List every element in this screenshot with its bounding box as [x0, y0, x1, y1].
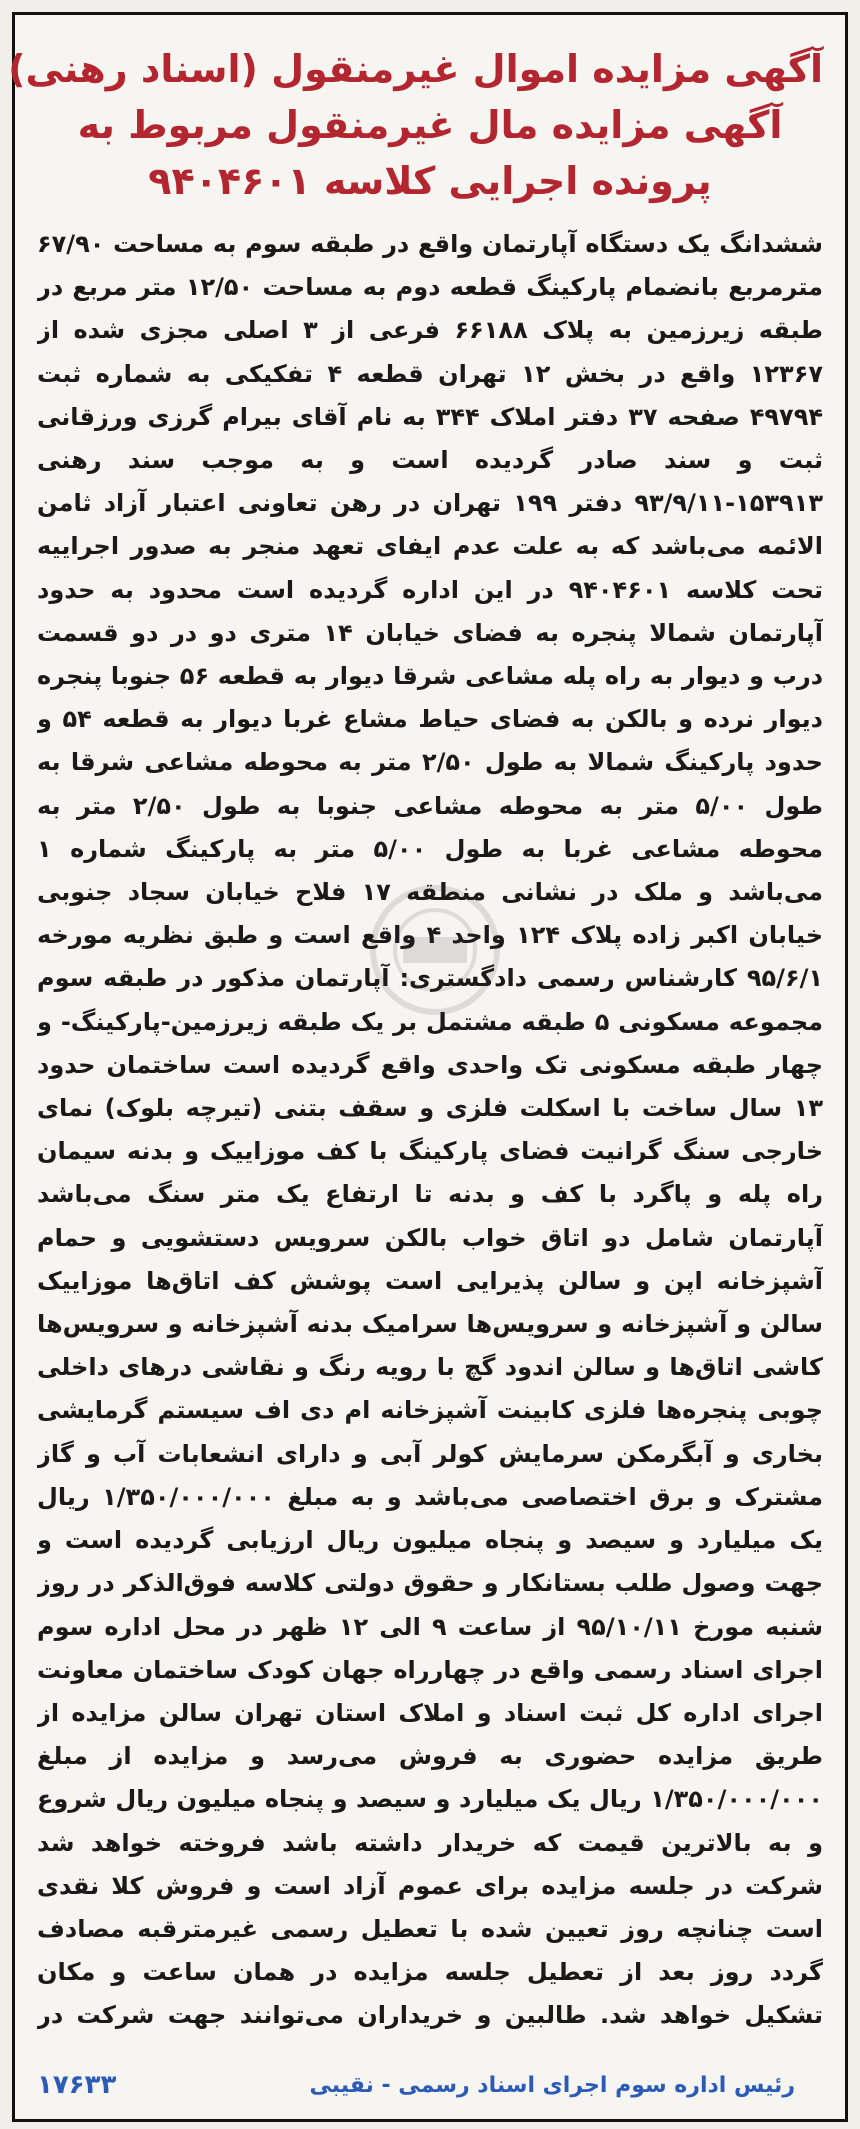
notice-title-line-1: آگهی مزایده اموال غیرمنقول (اسناد رهنی)	[8, 47, 823, 91]
notice-frame	[8, 12, 848, 2122]
reference-number: ۱۷۶۳۳	[37, 2070, 117, 2100]
signature-line: رئیس اداره سوم اجرای اسناد رسمی - نقیبی	[309, 2072, 795, 2098]
notice-footer	[37, 2065, 823, 2105]
notice-title	[8, 41, 823, 209]
notice-title-line-2: آگهی مزایده مال غیرمنقول مربوط به	[77, 103, 783, 147]
notice-body: ششدانگ یک دستگاه آپارتمان واقع در طبقه سوم به مساحت ۶۷/۹۰ مترمربع بانضمام پارکینگ قطعه دوم به مساحت ۱۲/۵۰ متر مربع در طبقه زیرزمین به پلاک ۶۶۱۸۸ فرعی از ۳ اصلی مجزی شده از ۱۲۳۶۷ واقع در بخش ۱۲ تهران قطعه ۴ تفکیکی به شماره ثبت ۴۹۷۹۴ صفحه ۳۷ دفتر املاک ۳۴۴ به نام آقای بیرام گرزی ورزقانی ثبت و سند صادر گردیده است و به موجب سند رهنی ۱۵۳۹۱۳-۹۳/۹/۱۱ دفتر ۱۹۹ تهران در رهن تعاونی اعتبار آزاد ثامن الائمه می‌باشد که به علت عدم ایفای تعهد منجر به صدور اجراییه تحت کلاسه ۹۴۰۴۶۰۱ در این اداره گردیده است محدود به حدود آپارتمان شمالا پنجره به فضای خیابان ۱۴ متری دو در دو قسمت درب و دیوار به راه پله مشاعی شرقا دیوار به قطعه ۵۶ جنوبا پنجره دیوار نرده و بالکن به فضای حیاط مشاع غربا دیوار به قطعه ۵۴ و حدود پارکینگ شمالا به طول ۲/۵۰ متر به محوطه مشاعی شرقا به طول ۵/۰۰ متر به محوطه مشاعی جنوبا به طول ۲/۵۰ متر به محوطه مشاعی غربا به طول ۵/۰۰ متر به پارکینگ شماره ۱ می‌باشد و ملک در نشانی منطقه ۱۷ فلاح خیابان سجاد جنوبی خیابان اکبر زاده پلاک ۱۲۴ واحد ۴ واقع است و طبق نظریه مورخه ۹۵/۶/۱ کارشناس رسمی دادگستری: آپارتمان مذکور در طبقه سوم مجموعه مسکونی ۵ طبقه مشتمل بر یک طبقه زیرزمین-پارکینگ- و چهار طبقه مسکونی تک واحدی واقع گردیده است ساختمان حدود ۱۳ سال ساخت با اسکلت فلزی و سقف بتنی (تیرچه بلوک) نمای خارجی سنگ گرانیت فضای پارکینگ با کف موزاییک و بدنه سیمان راه پله و پاگرد با کف و بدنه تا ارتفاع یک متر سنگ می‌باشد آپارتمان شامل دو اتاق خواب بالکن سرویس دستشویی و حمام آشپزخانه اپن و سالن پذیرایی است پوشش کف اتاق‌ها موزاییک سالن و آشپزخانه و سرویس‌ها سرامیک بدنه آشپزخانه و سرویس‌ها کاشی اتاق‌ها و سالن اندود گچ با رویه رنگ و نقاشی درهای داخلی چوبی پنجره‌ها فلزی کابینت آشپزخانه ام دی اف سیستم گرمایشی بخاری و آبگرمکن سرمایش کولر آبی و دارای انشعابات آب و گاز مشترک و برق اختصاصی می‌باشد و به مبلغ ۱/۳۵۰/۰۰۰/۰۰۰ ریال یک میلیارد و سیصد و پنجاه میلیون ریال ارزیابی گردیده است و جهت وصول طلب بستانکار و حقوق دولتی کلاسه فوق‌الذکر در روز شنبه مورخ ۹۵/۱۰/۱۱ از ساعت ۹ الی ۱۲ ظهر در محل اداره سوم اجرای اسناد رسمی واقع در چهارراه جهان کودک ساختمان معاونت اجرای اداره کل ثبت اسناد و املاک استان تهران سالن مزایده از طریق مزایده حضوری به فروش می‌رسد و مزایده از مبلغ ۱/۳۵۰/۰۰۰/۰۰۰ ریال یک میلیارد و سیصد و پنجاه میلیون ریال شروع و به بالاترین قیمت که خریدار داشته باشد فروخته خواهد شد شرکت در جلسه مزایده برای عموم آزاد است و فروش کلا نقدی است چنانچه روز تعیین شده با تعطیل رسمی غیرمترقبه مصادف گردد روز بعد از تعطیل جلسه مزایده در همان ساعت و مکان تشکیل خواهد شد. طالبین و خریداران می‌توانند جهت شرکت در	[37, 230, 823, 2030]
notice-title-line-3: پرونده اجرایی کلاسه ۹۴۰۴۶۰۱	[148, 159, 712, 203]
